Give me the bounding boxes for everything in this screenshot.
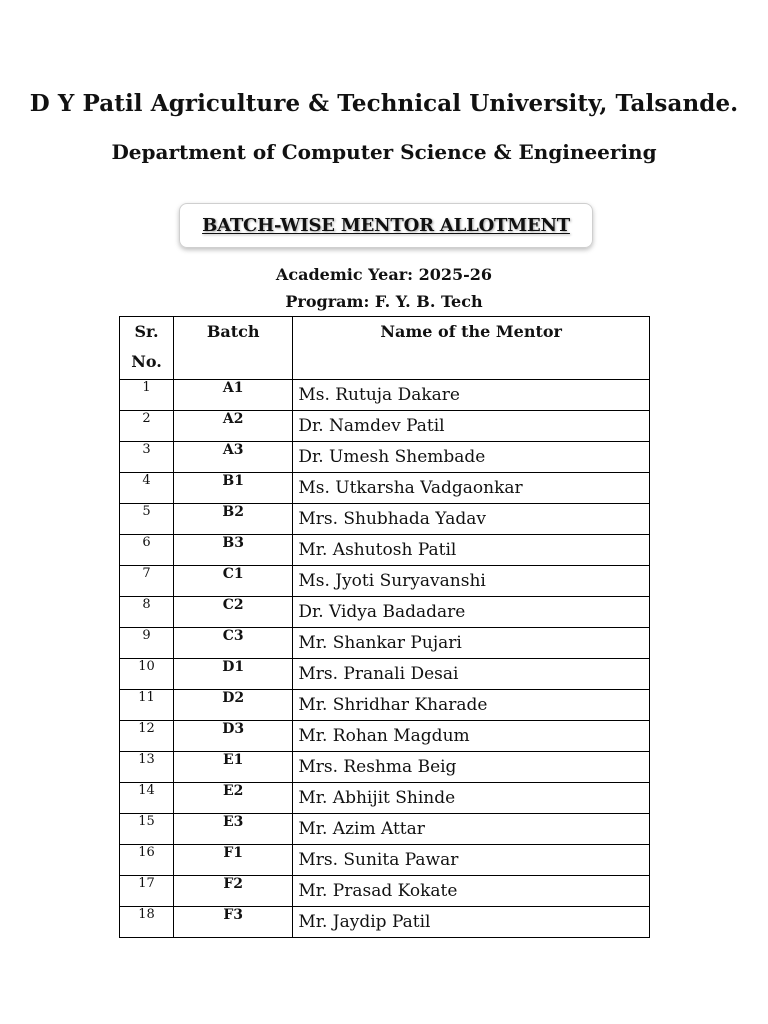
row-sr-no: 10 bbox=[120, 659, 174, 690]
row-mentor-name: Mrs. Pranali Desai bbox=[293, 659, 650, 690]
row-batch: B3 bbox=[174, 535, 293, 566]
table-row bbox=[120, 597, 650, 628]
header-sr-line1: Sr. bbox=[134, 322, 159, 341]
row-sr-no: 13 bbox=[120, 752, 174, 783]
row-sr-no: 1 bbox=[120, 380, 174, 411]
row-sr-no: 8 bbox=[120, 597, 174, 628]
table-row bbox=[120, 876, 650, 907]
row-batch: C2 bbox=[174, 597, 293, 628]
row-batch: D3 bbox=[174, 721, 293, 752]
row-mentor-name: Mr. Abhijit Shinde bbox=[293, 783, 650, 814]
row-batch: A1 bbox=[174, 380, 293, 411]
table-header-row bbox=[120, 317, 650, 380]
row-sr-no: 11 bbox=[120, 690, 174, 721]
row-sr-no: 9 bbox=[120, 628, 174, 659]
row-sr-no: 5 bbox=[120, 504, 174, 535]
table-row bbox=[120, 659, 650, 690]
row-sr-no: 14 bbox=[120, 783, 174, 814]
table-row bbox=[120, 411, 650, 442]
row-batch: F1 bbox=[174, 845, 293, 876]
row-mentor-name: Dr. Vidya Badadare bbox=[293, 597, 650, 628]
row-sr-no: 17 bbox=[120, 876, 174, 907]
mentor-table bbox=[119, 316, 650, 938]
row-sr-no: 7 bbox=[120, 566, 174, 597]
table-row bbox=[120, 473, 650, 504]
row-batch: E2 bbox=[174, 783, 293, 814]
row-mentor-name: Mrs. Shubhada Yadav bbox=[293, 504, 650, 535]
program-name: Program: F. Y. B. Tech bbox=[285, 292, 483, 311]
table-row bbox=[120, 504, 650, 535]
row-batch: D1 bbox=[174, 659, 293, 690]
header-mentor: Name of the Mentor bbox=[293, 317, 650, 380]
table-row bbox=[120, 535, 650, 566]
row-mentor-name: Ms. Rutuja Dakare bbox=[293, 380, 650, 411]
row-batch: C1 bbox=[174, 566, 293, 597]
table-row bbox=[120, 814, 650, 845]
row-batch: A2 bbox=[174, 411, 293, 442]
row-sr-no: 6 bbox=[120, 535, 174, 566]
header-sr-no bbox=[120, 317, 174, 380]
row-sr-no: 2 bbox=[120, 411, 174, 442]
row-batch: B2 bbox=[174, 504, 293, 535]
row-mentor-name: Mrs. Reshma Beig bbox=[293, 752, 650, 783]
table-row bbox=[120, 442, 650, 473]
row-mentor-name: Mr. Azim Attar bbox=[293, 814, 650, 845]
row-mentor-name: Dr. Namdev Patil bbox=[293, 411, 650, 442]
banner-title: BATCH-WISE MENTOR ALLOTMENT bbox=[202, 215, 570, 236]
row-sr-no: 15 bbox=[120, 814, 174, 845]
row-batch: C3 bbox=[174, 628, 293, 659]
table-row bbox=[120, 690, 650, 721]
department-title: Department of Computer Science & Engineering bbox=[111, 140, 657, 164]
row-mentor-name: Dr. Umesh Shembade bbox=[293, 442, 650, 473]
row-batch: A3 bbox=[174, 442, 293, 473]
table-row bbox=[120, 628, 650, 659]
row-mentor-name: Mrs. Sunita Pawar bbox=[293, 845, 650, 876]
row-mentor-name: Mr. Rohan Magdum bbox=[293, 721, 650, 752]
row-batch: F3 bbox=[174, 907, 293, 938]
table-row bbox=[120, 752, 650, 783]
row-sr-no: 18 bbox=[120, 907, 174, 938]
row-mentor-name: Mr. Shridhar Kharade bbox=[293, 690, 650, 721]
row-sr-no: 3 bbox=[120, 442, 174, 473]
table-row bbox=[120, 845, 650, 876]
row-batch: E3 bbox=[174, 814, 293, 845]
row-mentor-name: Ms. Utkarsha Vadgaonkar bbox=[293, 473, 650, 504]
row-mentor-name: Ms. Jyoti Suryavanshi bbox=[293, 566, 650, 597]
row-batch: F2 bbox=[174, 876, 293, 907]
row-batch: B1 bbox=[174, 473, 293, 504]
table-row bbox=[120, 380, 650, 411]
row-sr-no: 16 bbox=[120, 845, 174, 876]
table-row bbox=[120, 907, 650, 938]
header-sr-line2: No. bbox=[131, 352, 162, 371]
table-row bbox=[120, 783, 650, 814]
row-mentor-name: Mr. Shankar Pujari bbox=[293, 628, 650, 659]
row-mentor-name: Mr. Jaydip Patil bbox=[293, 907, 650, 938]
row-sr-no: 12 bbox=[120, 721, 174, 752]
header-batch: Batch bbox=[174, 317, 293, 380]
row-sr-no: 4 bbox=[120, 473, 174, 504]
table-row bbox=[120, 721, 650, 752]
row-batch: D2 bbox=[174, 690, 293, 721]
university-title: D Y Patil Agriculture & Technical University, Talsande. bbox=[29, 90, 739, 117]
row-batch: E1 bbox=[174, 752, 293, 783]
allotment-banner bbox=[179, 203, 593, 248]
row-mentor-name: Mr. Ashutosh Patil bbox=[293, 535, 650, 566]
row-mentor-name: Mr. Prasad Kokate bbox=[293, 876, 650, 907]
table-row bbox=[120, 566, 650, 597]
academic-year: Academic Year: 2025-26 bbox=[275, 265, 493, 284]
